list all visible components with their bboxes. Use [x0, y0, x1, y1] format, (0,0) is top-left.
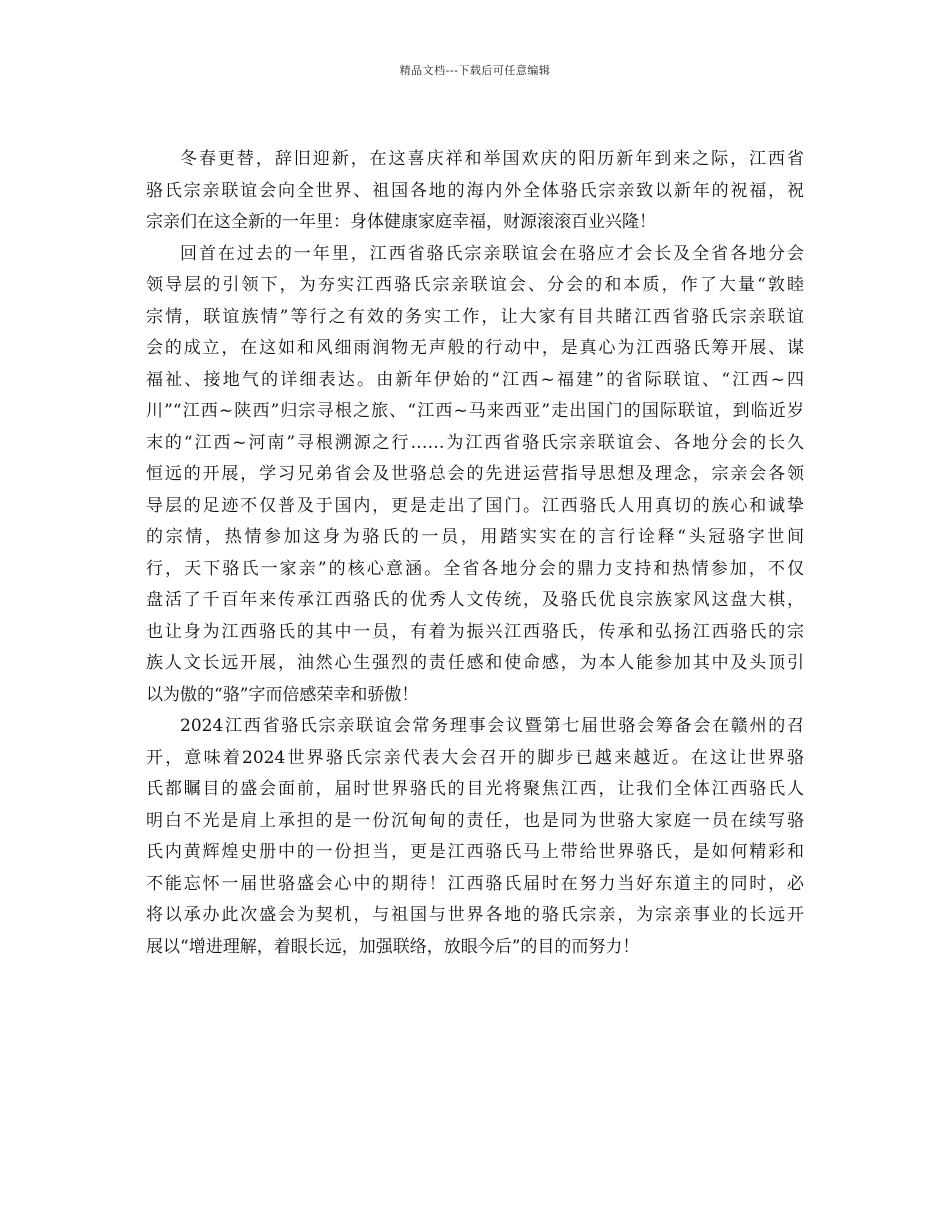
text-line: 的宗情，热情参加这身为骆氏的一员，用踏实实在的言行诠释“头冠骆字世间: [146, 527, 804, 547]
paragraph-year-review: [146, 239, 804, 712]
text-line: 恒远的开展，学习兄弟省会及世骆总会的先进运营指导思想及理念，宗亲会各领: [146, 464, 804, 484]
text-line: 族人文长远开展，油然心生强烈的责任感和使命感，为本人能参加其中及头顶引: [146, 653, 804, 673]
text-line: 也让身为江西骆氏的其中一员，有着为振兴江西骆氏，传承和弘扬江西骆氏的宗: [146, 621, 804, 642]
text-line: 展以“增进理解，着眼长远，加强联络，放眼今后”的目的而努力！: [146, 936, 640, 957]
text-line: 不能忘怀一届世骆盛会心中的期待！江西骆氏届时在努力当好东道主的同时，必: [146, 873, 804, 894]
text-line: 领导层的引领下，为夯实江西骆氏宗亲联谊会、分会的和本质，作了大量“敦睦: [146, 275, 804, 295]
text-line: 2024江西省骆氏宗亲联谊会常务理事会议暨第七届世骆会筹备会在赣州的召: [180, 716, 804, 736]
text-line: 骆氏宗亲联谊会向全世界、祖国各地的海内外全体骆氏宗亲致以新年的祝福，祝: [146, 180, 804, 201]
text-line: 宗亲们在这全新的一年里：身体健康家庭幸福，财源滚滚百业兴隆！: [146, 212, 656, 232]
text-line: 川”“江西~陕西”归宗寻根之旅、“江西~马来西亚”走出国门的国际联谊，到临近岁: [146, 401, 804, 421]
page-header: 精品文档---下载后可任意编辑: [399, 64, 551, 77]
text-line: 氏都瞩目的盛会面前，届时世界骆氏的目光将聚焦江西，让我们全体江西骆氏人: [146, 779, 804, 799]
text-line: 末的“江西~河南”寻根溯源之行……为江西省骆氏宗亲联谊会、各地分会的长久: [146, 432, 804, 453]
text-line: 冬春更替，辞旧迎新，在这喜庆祥和举国欢庆的阳历新年到来之际，江西省: [180, 149, 804, 169]
text-line: 会的成立，在这如和风细雨润物无声般的行动中，是真心为江西骆氏筹开展、谋: [146, 338, 804, 358]
paragraph-2024-conference: [146, 711, 804, 963]
text-line: 行，天下骆氏一家亲”的核心意涵。全省各地分会的鼎力支持和热情参加，不仅: [146, 558, 804, 579]
document-body: [146, 144, 804, 963]
text-line: 盘活了千百年来传承江西骆氏的优秀人文传统，及骆氏优良宗族家风这盘大棋，: [146, 590, 804, 610]
text-line: 导层的足迹不仅普及于国内，更是走出了国门。江西骆氏人用真切的族心和诚挚: [146, 495, 804, 516]
text-line: 福祉、接地气的详细表达。由新年伊始的“江西~福建”的省际联谊、“江西~四: [146, 369, 804, 390]
text-line: 开，意味着2024世界骆氏宗亲代表大会召开的脚步已越来越近。在这让世界骆: [146, 747, 804, 768]
paragraph-new-year-greeting: [146, 144, 804, 239]
text-line: 以为傲的“骆”字而倍感荣幸和骄傲！: [146, 684, 419, 705]
text-line: 宗情，联谊族情”等行之有效的务实工作，让大家有目共睹江西省骆氏宗亲联谊: [146, 306, 804, 327]
text-line: 将以承办此次盛会为契机，与祖国与世界各地的骆氏宗亲，为宗亲事业的长远开: [146, 905, 804, 925]
text-line: 明白不光是肩上承担的是一份沉甸甸的责任，也是同为世骆大家庭一员在续写骆: [146, 810, 804, 831]
text-line: 回首在过去的一年里，江西省骆氏宗亲联谊会在骆应才会长及全省各地分会: [180, 243, 804, 264]
text-line: 氏内黄辉煌史册中的一份担当，更是江西骆氏马上带给世界骆氏，是如何精彩和: [146, 842, 804, 862]
